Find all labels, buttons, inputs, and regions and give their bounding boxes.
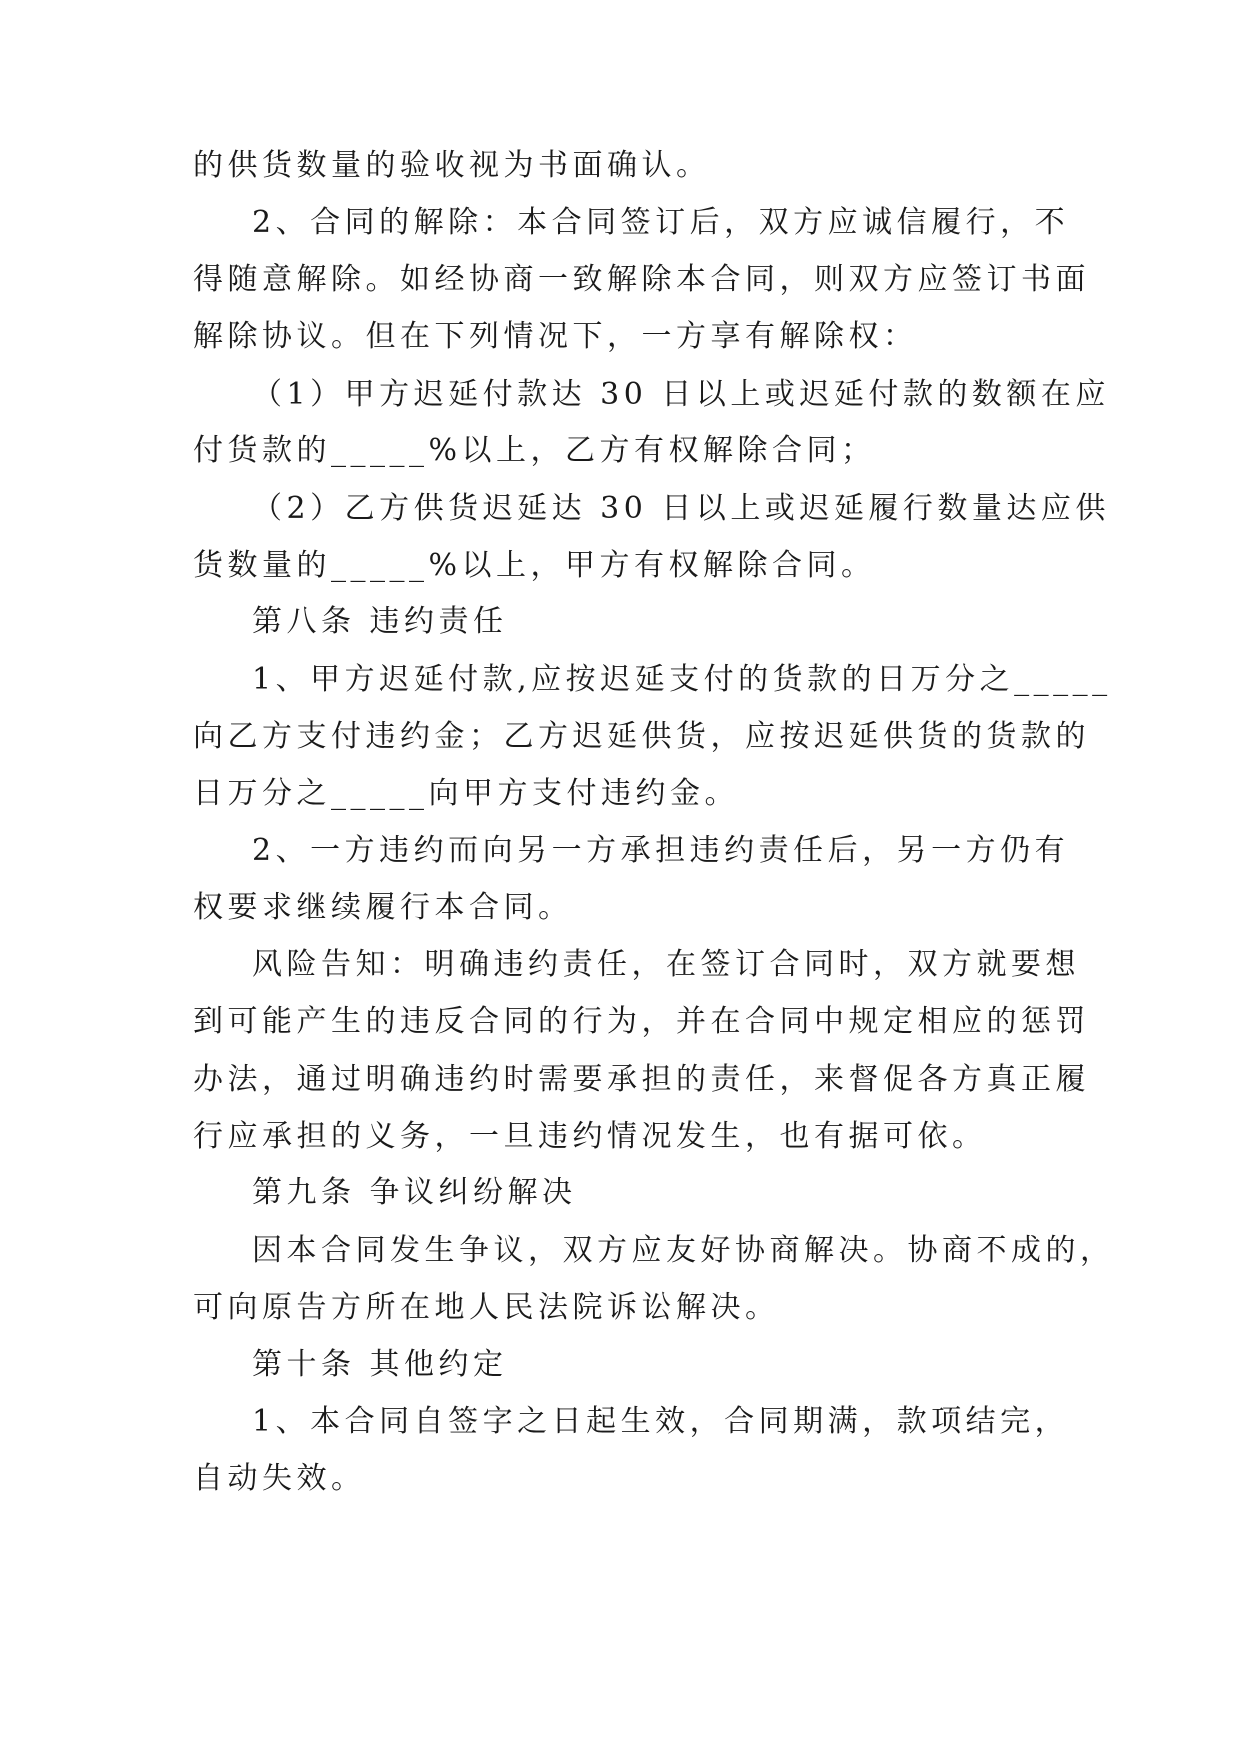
text-line: 风险告知：明确违约责任，在签订合同时，双方就要想 (252, 947, 1080, 982)
text-line: 1、甲方迟延付款,应按迟延支付的货款的日万分之_____ (252, 662, 1112, 697)
text-line: 自动失效。 (193, 1461, 366, 1496)
text-line: 付货款的_____%以上，乙方有权解除合同； (193, 433, 876, 468)
text-line: 权要求继续履行本合同。 (193, 890, 573, 925)
text-line: 2、一方违约而向另一方承担违约责任后，另一方仍有 (252, 833, 1070, 868)
text-line: 2、合同的解除：本合同签订后，双方应诚信履行，不 (252, 205, 1070, 240)
section-heading: 第十条 其他约定 (252, 1347, 508, 1382)
text-line: 的供货数量的验收视为书面确认。 (193, 148, 711, 183)
text-line: 因本合同发生争议，双方应友好协商解决。协商不成的， (252, 1233, 1115, 1268)
text-line: 得随意解除。如经协商一致解除本合同，则双方应签订书面 (193, 262, 1090, 297)
text-line: （1）甲方迟延付款达 30 日以上或迟延付款的数额在应 (252, 377, 1110, 412)
section-heading: 第八条 违约责任 (252, 604, 508, 639)
text-line: 1、本合同自签字之日起生效，合同期满，款项结完， (252, 1404, 1070, 1439)
section-heading: 第九条 争议纠纷解决 (252, 1175, 577, 1210)
text-line: 到可能产生的违反合同的行为，并在合同中规定相应的惩罚 (193, 1004, 1090, 1039)
text-line: 货数量的_____%以上，甲方有权解除合同。 (193, 548, 876, 583)
text-line: 可向原告方所在地人民法院诉讼解决。 (193, 1290, 780, 1325)
text-line: 行应承担的义务，一旦违约情况发生，也有据可依。 (193, 1119, 987, 1154)
text-line: 向乙方支付违约金；乙方迟延供货，应按迟延供货的货款的 (193, 719, 1090, 754)
text-line: 解除协议。但在下列情况下，一方享有解除权： (193, 319, 918, 354)
text-line: （2）乙方供货迟延达 30 日以上或迟延履行数量达应供 (252, 491, 1110, 526)
text-line: 办法，通过明确违约时需要承担的责任，来督促各方真正履 (193, 1062, 1090, 1097)
text-line: 日万分之_____向甲方支付违约金。 (193, 776, 739, 811)
